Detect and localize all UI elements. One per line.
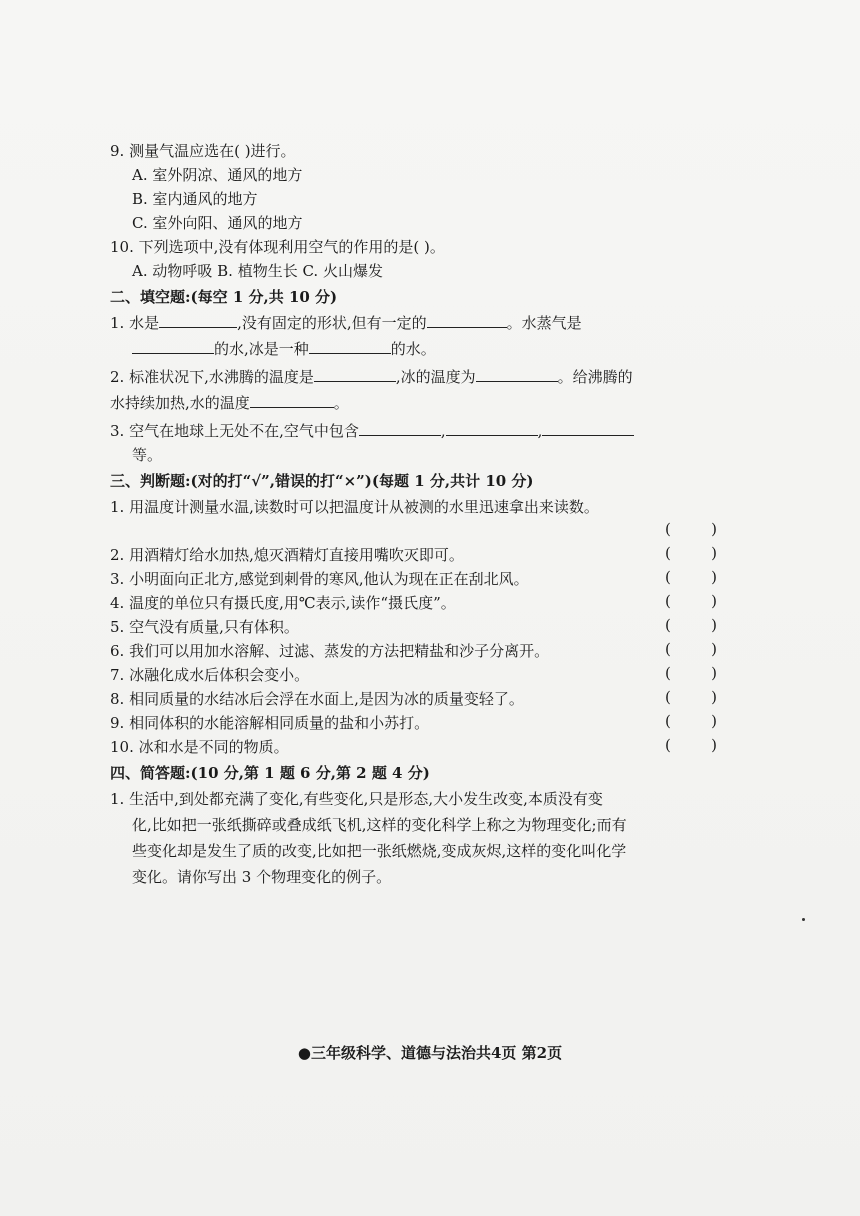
- paren-open: (: [665, 616, 671, 634]
- judge-item-8: 8. 相同质量的水结冰后会浮在水面上,是因为冰的质量变轻了。: [110, 690, 524, 708]
- fill-blank[interactable]: [476, 367, 558, 382]
- paren-close: ): [711, 712, 717, 730]
- paren-open: (: [665, 688, 671, 706]
- judge-answer-8[interactable]: [665, 688, 717, 706]
- fill-q2-line1: [110, 366, 633, 388]
- fill-blank[interactable]: [132, 339, 214, 354]
- paren-open: (: [665, 568, 671, 586]
- judge-item-9: 9. 相同体积的水能溶解相同质量的盐和小苏打。: [110, 714, 430, 732]
- judge-item-1: 1. 用温度计测量水温,读数时可以把温度计从被测的水里迅速拿出来读数。: [110, 498, 599, 516]
- paren-open: (: [665, 712, 671, 730]
- judge-answer-4[interactable]: [665, 592, 717, 610]
- judge-answer-2[interactable]: [665, 544, 717, 562]
- fill-q1-text-a: 1. 水是: [110, 314, 160, 332]
- page-footer: ●三年级科学、道德与法治共4页 第2页: [297, 1044, 563, 1062]
- paren-open: (: [665, 544, 671, 562]
- fill-q2-text-e: 。: [333, 394, 349, 412]
- fill-q2-text-d: 水持续加热,水的温度: [110, 394, 250, 412]
- short-section-heading: 四、简答题:(10 分,第 1 题 6 分,第 2 题 4 分): [110, 764, 430, 782]
- judge-item-5: 5. 空气没有质量,只有体积。: [110, 618, 299, 636]
- fill-q1-text-e: 的水。: [390, 340, 436, 358]
- fill-q1-line1: [110, 312, 720, 334]
- fill-q2-text-a: 2. 标准状况下,水沸腾的温度是: [110, 368, 314, 386]
- paren-close: ): [711, 616, 717, 634]
- fill-blank[interactable]: [309, 339, 391, 354]
- fill-blank[interactable]: [427, 313, 507, 328]
- fill-q2-line2: [110, 392, 349, 414]
- fill-blank[interactable]: [359, 421, 441, 436]
- fill-blank[interactable]: [314, 367, 396, 382]
- judge-answer-10[interactable]: [665, 736, 717, 754]
- judge-item-10: 10. 冰和水是不同的物质。: [110, 738, 289, 756]
- judge-item-3: 3. 小明面向正北方,感觉到刺骨的寒风,他认为现在正在刮北风。: [110, 570, 529, 588]
- paren-close: ): [711, 544, 717, 562]
- fill-q3-line1: [110, 420, 634, 442]
- paren-open: (: [665, 520, 671, 538]
- fill-q3-line2: 等。: [132, 446, 163, 464]
- judge-item-4: 4. 温度的单位只有摄氏度,用℃表示,读作“摄氏度”。: [110, 594, 456, 612]
- short-q1-line2: 化,比如把一张纸撕碎或叠成纸飞机,这样的变化科学上称之为物理变化;而有: [132, 816, 627, 834]
- fill-blank[interactable]: [446, 421, 538, 436]
- scan-speck: [802, 918, 805, 921]
- judge-item-7: 7. 冰融化成水后体积会变小。: [110, 666, 310, 684]
- fill-q3-sep: ,: [440, 422, 446, 440]
- paren-open: (: [665, 592, 671, 610]
- question-9-option-c: C. 室外向阳、通风的地方: [132, 214, 303, 232]
- paren-open: (: [665, 736, 671, 754]
- short-q1-line3: 些变化却是发生了质的改变,比如把一张纸燃烧,变成灰烬,这样的变化叫化学: [132, 842, 627, 860]
- paren-open: (: [665, 664, 671, 682]
- judge-answer-7[interactable]: [665, 664, 717, 682]
- judge-section-heading: 三、判断题:(对的打“√”,错误的打“×”)(每题 1 分,共计 10 分): [110, 472, 534, 490]
- paren-close: ): [711, 520, 717, 538]
- paren-close: ): [711, 688, 717, 706]
- paren-close: ): [711, 592, 717, 610]
- fill-q3-sep: ,: [537, 422, 543, 440]
- question-9-stem: 9. 测量气温应选在( )进行。: [110, 142, 296, 160]
- judge-answer-1[interactable]: [665, 520, 717, 538]
- fill-q2-text-c: 。给沸腾的: [557, 368, 633, 386]
- fill-q1-line2: [110, 338, 436, 360]
- judge-answer-3[interactable]: [665, 568, 717, 586]
- paren-close: ): [711, 640, 717, 658]
- fill-q1-text-d: 的水,冰是一种: [214, 340, 309, 358]
- short-q1-line4: 变化。请你写出 3 个物理变化的例子。: [132, 868, 392, 886]
- question-9-option-a: A. 室外阴凉、通风的地方: [132, 166, 303, 184]
- paren-close: ): [711, 664, 717, 682]
- fill-blank[interactable]: [250, 393, 334, 408]
- judge-answer-9[interactable]: [665, 712, 717, 730]
- question-10-options: A. 动物呼吸 B. 植物生长 C. 火山爆发: [132, 262, 383, 280]
- judge-answer-6[interactable]: [665, 640, 717, 658]
- short-q1-line1: 1. 生活中,到处都充满了变化,有些变化,只是形态,大小发生改变,本质没有变: [110, 790, 603, 808]
- fill-q3-text-a: 3. 空气在地球上无处不在,空气中包含: [110, 422, 359, 440]
- question-10-stem: 10. 下列选项中,没有体现利用空气的作用的是( )。: [110, 238, 445, 256]
- paren-close: ): [711, 568, 717, 586]
- fill-q1-text-b: ,没有固定的形状,但有一定的: [237, 314, 427, 332]
- paren-close: ): [711, 736, 717, 754]
- paren-open: (: [665, 640, 671, 658]
- fill-q1-text-c: 。水蒸气是: [506, 314, 582, 332]
- fill-section-heading: 二、填空题:(每空 1 分,共 10 分): [110, 288, 338, 306]
- fill-blank[interactable]: [159, 313, 237, 328]
- judge-answer-5[interactable]: [665, 616, 717, 634]
- judge-item-2: 2. 用酒精灯给水加热,熄灭酒精灯直接用嘴吹灭即可。: [110, 546, 464, 564]
- judge-item-6: 6. 我们可以用加水溶解、过滤、蒸发的方法把精盐和沙子分离开。: [110, 642, 550, 660]
- question-9-option-b: B. 室内通风的地方: [132, 190, 258, 208]
- fill-q2-text-b: ,冰的温度为: [395, 368, 476, 386]
- fill-blank[interactable]: [542, 421, 634, 436]
